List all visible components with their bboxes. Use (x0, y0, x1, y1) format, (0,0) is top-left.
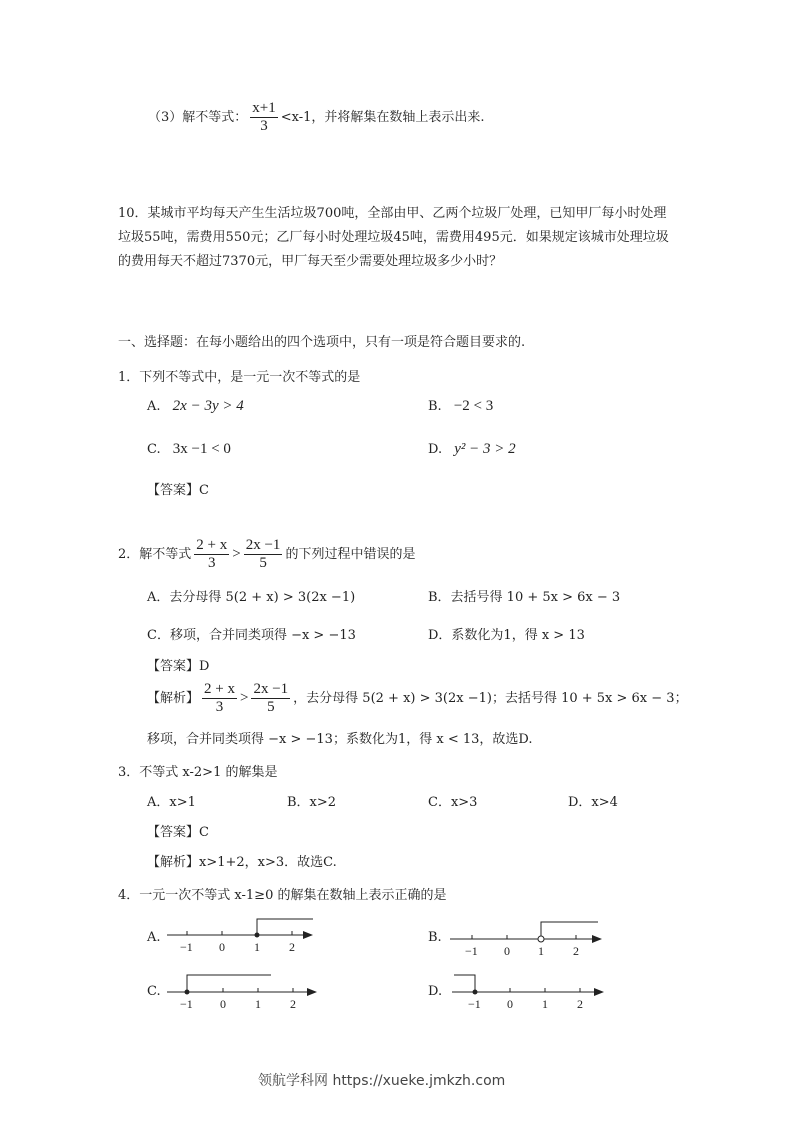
q2-analysis-line-1 (147, 680, 688, 717)
tick-label: 1 (542, 997, 548, 1010)
q3-answer: 【答案】C (147, 825, 209, 840)
tick-label: 0 (507, 997, 513, 1010)
q2-stem-suffix: 的下列过程中错误的是 (285, 547, 416, 562)
q2-analysis-label: 【解析】 (147, 691, 200, 706)
q2-analysis-frac1-den: 3 (215, 699, 224, 715)
q2-frac1-den: 3 (208, 555, 216, 571)
tick-label: 0 (219, 940, 225, 954)
tick-label: 1 (254, 940, 260, 954)
q2-option-d: D．系数化为1，得 x > 13 (428, 628, 585, 643)
q4-number-line-b (448, 917, 603, 959)
axis-arrow-icon (303, 931, 313, 939)
q2-option-c: C．移项，合并同类项得 −x > −13 (147, 628, 356, 643)
q2-frac1-num: 2 + x (196, 537, 228, 553)
tick-label: 2 (289, 940, 295, 954)
q3-analysis: 【解析】x>1+2，x>3．故选C. (147, 855, 337, 870)
q3-item-suffix: <x-1，并将解集在数轴上表示出来. (280, 110, 485, 125)
solution-ray (541, 922, 598, 936)
q2-stem (118, 536, 415, 573)
hollow-endpoint-dot (538, 936, 544, 942)
q1-option-d (428, 441, 516, 458)
q3-option-a: A．x>1 (147, 795, 196, 810)
q1-answer: 【答案】C (147, 483, 209, 498)
q3-option-d: D．x>4 (568, 795, 618, 810)
q1-stem: 1．下列不等式中，是一元一次不等式的是 (118, 370, 361, 385)
solid-endpoint-dot (255, 933, 260, 938)
question-10: 10．某城市平均每天产生生活垃圾700吨，全部由甲、乙两个垃圾厂处理，已知甲厂每小时处理垃圾55吨，需费用550元；乙厂每小时处理垃圾45吨，需费用495元．如果规定该城市处理垃圾的费用每天不超过7370元，甲厂每天至少需要处理垃圾多少小时？ (118, 206, 669, 269)
q4-option-a-label: A. (147, 930, 161, 945)
tick-label: −1 (180, 940, 193, 954)
q2-frac2-den: 5 (259, 555, 267, 571)
q1-option-c-label: C. (147, 442, 161, 457)
q4-option-b-label: B. (428, 930, 442, 945)
q4-number-line-d (450, 968, 605, 1010)
q1-option-b (428, 398, 493, 415)
q2-analysis-line-2: 移项，合并同类项得 −x > −13；系数化为1，得 x < 13，故选D. (147, 732, 533, 747)
footer-watermark: 领航学科网 https://xueke.jmkzh.com (258, 1073, 506, 1089)
q3-stem: 3．不等式 x-2>1 的解集是 (118, 765, 278, 780)
q2-analysis-frac2-den: 5 (267, 699, 275, 715)
axis-arrow-icon (594, 988, 604, 996)
q2-analysis-frac-1 (202, 681, 237, 716)
solid-endpoint-dot (185, 990, 190, 995)
q2-op: > (232, 546, 241, 562)
q4-option-d-label: D. (428, 984, 443, 999)
tick-label: 2 (573, 944, 579, 958)
q2-analysis-frac-2 (251, 681, 290, 716)
q1-option-a-expr: 2x − 3y > 4 (172, 398, 244, 414)
axis-arrow-icon (592, 935, 602, 943)
q2-stem-prefix: 2．解不等式 (118, 547, 192, 562)
section-heading: 一、选择题：在每小题给出的四个选项中，只有一项是符合题目要求的. (118, 335, 526, 350)
q2-analysis-op: > (239, 690, 249, 706)
tick-label: −1 (468, 997, 481, 1010)
tick-label: −1 (465, 944, 478, 958)
tick-label: 1 (538, 944, 544, 958)
q2-option-b: B．去括号得 10 + 5x > 6x − 3 (428, 590, 621, 605)
q2-answer: 【答案】D (147, 659, 210, 674)
tick-label: 1 (255, 997, 261, 1010)
tick-label: −1 (180, 997, 193, 1010)
q2-analysis-frac2-num: 2x −1 (253, 681, 289, 697)
q3-item-frac-den: 3 (260, 118, 268, 134)
q3-item-prefix: （3）解不等式： (148, 110, 248, 125)
q3-item (148, 100, 485, 136)
q1-option-b-label: B. (428, 399, 442, 414)
q1-option-c (147, 441, 231, 458)
solid-endpoint-dot (473, 990, 478, 995)
q3-option-b: B．x>2 (287, 795, 337, 810)
q3-option-c: C．x>3 (428, 795, 478, 810)
tick-label: 0 (504, 944, 510, 958)
q2-frac2-num: 2x −1 (245, 537, 281, 553)
axis-arrow-icon (307, 988, 317, 996)
q2-frac-2 (244, 537, 283, 572)
q3-item-frac-num: x+1 (252, 100, 276, 116)
q1-option-d-expr: y² − 3 > 2 (454, 441, 516, 457)
q1-option-a-label: A. (147, 399, 161, 414)
solution-ray (454, 975, 475, 992)
tick-label: 2 (577, 997, 583, 1010)
q1-option-d-label: D. (428, 442, 443, 457)
q2-analysis-text-1: ，去分母得 5(2 + x) > 3(2x −1)；去括号得 10 + 5x > 6x − 3； (293, 691, 688, 706)
tick-label: 2 (290, 997, 296, 1010)
q4-option-c-label: C. (147, 984, 161, 999)
q1-option-b-expr: −2 < 3 (453, 398, 494, 414)
q4-number-line-a (165, 915, 315, 957)
q2-option-a: A．去分母得 5(2 + x) > 3(2x −1) (147, 590, 356, 605)
tick-label: 0 (220, 997, 226, 1010)
q1-option-a (147, 398, 244, 415)
q3-item-fraction (250, 100, 277, 135)
q1-option-c-expr: 3x −1 < 0 (172, 441, 231, 457)
q2-analysis-frac1-num: 2 + x (204, 681, 235, 697)
q2-frac-1 (194, 537, 229, 572)
q4-number-line-c (165, 968, 320, 1010)
q4-stem: 4．一元一次不等式 x-1≥0 的解集在数轴上表示正确的是 (118, 888, 447, 903)
